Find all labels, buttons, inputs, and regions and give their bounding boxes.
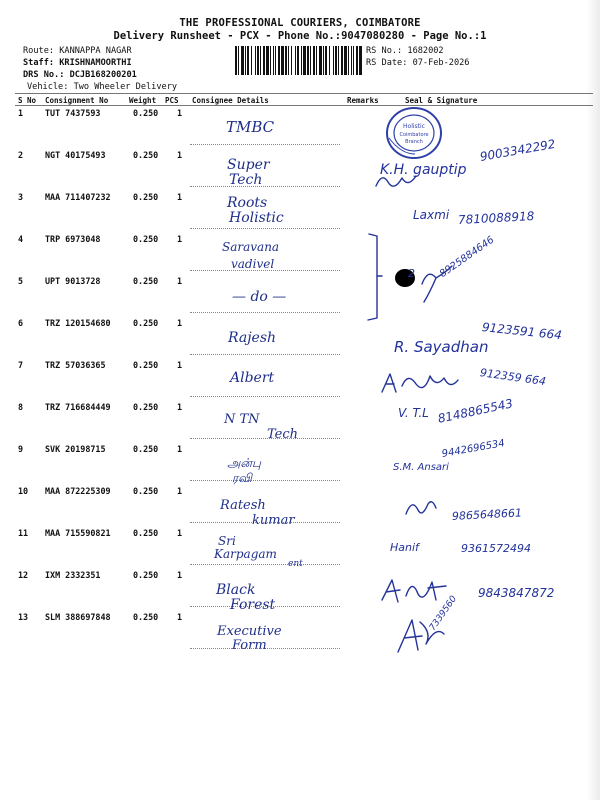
row-6-phone: 9123591 664 — [481, 320, 563, 343]
row-5-pcs: 1 — [177, 276, 183, 286]
row-2-consignee-line: Super — [227, 157, 270, 173]
row-9-pcs: 1 — [177, 444, 183, 454]
table-header-rule — [15, 105, 593, 106]
row-6-pcs: 1 — [177, 318, 183, 328]
row-11-consignee-line: Sri — [218, 534, 236, 548]
row-9-weight: 0.250 — [133, 444, 159, 454]
barcode-bar — [247, 46, 249, 75]
barcode-bar — [301, 46, 302, 75]
row-10-consignee-line: Ratesh — [220, 498, 266, 513]
barcode-bar — [329, 46, 330, 75]
row-10-pcs: 1 — [177, 486, 183, 496]
row-6-weight: 0.250 — [133, 318, 159, 328]
company-seal-stamp — [381, 104, 451, 162]
row-11-weight: 0.250 — [133, 528, 159, 538]
signature-row3: Laxmi — [413, 208, 450, 222]
row-8-consignee-line: N TN — [224, 412, 260, 427]
vehicle-label: Vehicle: Two Wheeler Delivery — [27, 82, 178, 92]
row-5-phone: 8925884646 — [437, 234, 497, 281]
row-10-sno: 10 — [18, 486, 29, 496]
barcode-bar — [323, 46, 324, 75]
row-separator — [190, 564, 340, 565]
row-13-sno: 13 — [18, 612, 29, 622]
row-11-consignee-line: ent — [288, 559, 303, 569]
signature-row13 — [392, 614, 452, 660]
barcode-bar — [270, 46, 271, 75]
signature-rows-4-5-mark: 2 — [408, 267, 415, 280]
signature-row7 — [378, 368, 498, 400]
row-8-pcs: 1 — [177, 402, 183, 412]
row-3-weight: 0.250 — [133, 192, 159, 202]
row-10-phone: 9865648661 — [451, 506, 523, 523]
row-separator — [190, 354, 340, 355]
row-2-weight: 0.250 — [133, 150, 159, 160]
row-4-consignee-line: Saravana — [222, 240, 280, 254]
barcode-bar — [238, 46, 239, 75]
row-12-consignee-line: Black — [216, 582, 256, 598]
barcode-bar — [235, 46, 237, 75]
signature-row10 — [402, 494, 442, 520]
scan-edge-shadow — [586, 0, 600, 800]
col-consignment: Consignment No — [45, 96, 109, 105]
row-separator — [190, 480, 340, 481]
col-consignee: Consignee Details — [192, 96, 269, 105]
row-separator — [190, 438, 340, 439]
row-7-sno: 7 — [18, 360, 24, 370]
row-12-sno: 12 — [18, 570, 29, 580]
barcode-bar — [251, 46, 252, 75]
row-10-consignment: MAA 872225309 — [45, 486, 111, 496]
row-5-weight: 0.250 — [133, 276, 159, 286]
row-5-consignee-line: — do — — [232, 289, 287, 305]
rs-number: RS No.: 1682002 — [366, 46, 444, 56]
signature-row2-scribble — [372, 168, 432, 192]
row-6-sno: 6 — [18, 318, 24, 328]
barcode-bar — [307, 46, 309, 75]
row-1-sno: 1 — [18, 108, 24, 118]
row-10-weight: 0.250 — [133, 486, 159, 496]
row-3-sno: 3 — [18, 192, 24, 202]
row-3-phone: 7810088918 — [457, 209, 535, 227]
row-separator — [190, 228, 340, 229]
row-11-pcs: 1 — [177, 528, 183, 538]
barcode-bar — [316, 46, 317, 75]
row-10-consignee-line: kumar — [252, 513, 295, 528]
signature-row6: R. Sayadhan — [394, 338, 489, 356]
barcode-bar — [257, 46, 259, 75]
row-12-phone: 9843847872 — [478, 586, 555, 600]
col-sno: S No — [18, 96, 37, 105]
row-12-consignee-line: Forest — [230, 597, 276, 613]
runsheet-title: Delivery Runsheet - PCX - Phone No.:9047080280 - Page No.:1 — [113, 30, 487, 42]
row-8-sno: 8 — [18, 402, 24, 412]
row-5-sno: 5 — [18, 276, 24, 286]
barcode-bar — [295, 46, 296, 75]
row-3-consignment: MAA 711407232 — [45, 192, 111, 202]
row-4-pcs: 1 — [177, 234, 183, 244]
row-2-sno: 2 — [18, 150, 24, 160]
row-7-consignment: TRZ 57036365 — [45, 360, 106, 370]
row-9-consignee-line: ரவி — [232, 471, 252, 485]
row-13-phone: 7339560 — [427, 594, 460, 633]
barcode-bar — [285, 46, 287, 75]
col-remarks: Remarks — [347, 96, 379, 105]
barcode-bar — [297, 46, 299, 75]
row-9-consignee-line: அன்பு — [227, 456, 261, 470]
row-separator — [190, 396, 340, 397]
row-8-consignment: TRZ 716684449 — [45, 402, 111, 412]
row-2-consignee-line: Tech — [229, 172, 263, 188]
signature-row8: V. T.L — [398, 406, 429, 420]
row-7-phone: 912359 664 — [479, 366, 547, 389]
barcode-bar — [344, 46, 347, 75]
row-1-pcs: 1 — [177, 108, 183, 118]
barcode-bar — [341, 46, 343, 75]
row-9-consignment: SVK 20198715 — [45, 444, 106, 454]
barcode-bar — [275, 46, 276, 75]
row-11-consignee-line: Karpagam — [214, 547, 277, 561]
row-1-consignment: TUT 7437593 — [45, 108, 101, 118]
row-11-consignment: MAA 715590821 — [45, 528, 111, 538]
row-12-consignment: IXM 2332351 — [45, 570, 101, 580]
table-top-rule — [15, 93, 593, 94]
barcode-bar — [310, 46, 311, 75]
rs-date: RS Date: 07-Feb-2026 — [366, 58, 470, 68]
barcode-bar — [353, 46, 354, 75]
svg-text:Branch: Branch — [405, 139, 423, 145]
barcode-bar — [333, 46, 334, 75]
barcode-bar — [260, 46, 261, 75]
barcode-bar — [319, 46, 322, 75]
row-13-consignee-line: Form — [232, 638, 267, 653]
row-4-sno: 4 — [18, 234, 24, 244]
row-2-consignment: NGT 40175493 — [45, 150, 106, 160]
drs-number: DRS No.: DCJB168200201 — [23, 70, 137, 80]
barcode-bar — [338, 46, 339, 75]
row-1-weight: 0.250 — [133, 108, 159, 118]
row-7-consignee-line: Albert — [230, 370, 275, 386]
barcode-bar — [335, 46, 337, 75]
staff-label: Staff: KRISHNAMOORTHI — [23, 58, 132, 68]
barcode-bar — [281, 46, 284, 75]
row-11-sno: 11 — [18, 528, 29, 538]
signature-row12 — [378, 576, 468, 608]
signature-row11-phone: 9361572494 — [461, 542, 531, 555]
row-5-consignment: UPT 9013728 — [45, 276, 101, 286]
svg-text:Coimbatore: Coimbatore — [399, 132, 429, 138]
row-6-consignment: TRZ 120154680 — [45, 318, 111, 328]
row-13-weight: 0.250 — [133, 612, 159, 622]
barcode-bar — [348, 46, 349, 75]
barcode-bar — [278, 46, 280, 75]
row-12-pcs: 1 — [177, 570, 183, 580]
row-8-consignee-line: Tech — [267, 427, 299, 442]
barcode-bar — [325, 46, 327, 75]
barcode-bar — [313, 46, 315, 75]
row-separator — [190, 312, 340, 313]
barcode-bar — [241, 46, 244, 75]
row-8-phone: 8148865543 — [436, 396, 515, 426]
barcode-bar — [255, 46, 256, 75]
barcode-bar — [291, 46, 292, 75]
row-13-consignee-line: Executive — [217, 624, 282, 639]
row-8-weight: 0.250 — [133, 402, 159, 412]
company-title: THE PROFESSIONAL COURIERS, COIMBATORE — [179, 17, 421, 29]
row-4-consignment: TRP 6973048 — [45, 234, 101, 244]
barcode-bar — [266, 46, 269, 75]
row-4-consignee-line: vadivel — [231, 257, 275, 271]
row-1-consignee-line: TMBC — [226, 118, 275, 136]
row-3-consignee-line: Holistic — [229, 210, 284, 226]
barcode-bar — [263, 46, 265, 75]
barcode-bar — [351, 46, 352, 75]
barcode-bar — [288, 46, 289, 75]
svg-text:Holistic: Holistic — [403, 123, 425, 130]
col-seal-signature: Seal & Signature — [405, 96, 478, 105]
barcode-bar — [245, 46, 246, 75]
col-pcs: PCS — [165, 96, 179, 105]
row-13-pcs: 1 — [177, 612, 183, 622]
barcode — [235, 46, 362, 75]
row-6-consignee-line: Rajesh — [228, 330, 277, 346]
row-3-pcs: 1 — [177, 192, 183, 202]
signature-row9: S.M. Ansari — [393, 462, 449, 473]
signature-rows-4-5 — [392, 262, 464, 310]
row-7-weight: 0.250 — [133, 360, 159, 370]
row-2-pcs: 1 — [177, 150, 183, 160]
row-12-weight: 0.250 — [133, 570, 159, 580]
barcode-bar — [356, 46, 358, 75]
signature-row2: K.H. gauptip — [380, 162, 467, 178]
signature-row11: Hanif — [390, 541, 419, 554]
barcode-bar — [273, 46, 274, 75]
route-label: Route: KANNAPPA NAGAR — [23, 46, 132, 56]
row-7-pcs: 1 — [177, 360, 183, 370]
row-separator — [190, 144, 340, 145]
row-4-weight: 0.250 — [133, 234, 159, 244]
row-3-consignee-line: Roots — [227, 195, 268, 211]
barcode-bar — [359, 46, 362, 75]
barcode-bar — [303, 46, 306, 75]
row-13-consignment: SLM 388697848 — [45, 612, 111, 622]
row-9-phone: 9442696534 — [441, 438, 506, 460]
row-separator — [190, 186, 340, 187]
col-weight: Weight — [129, 96, 157, 105]
rows-4-5-bracket — [355, 232, 385, 322]
row-9-sno: 9 — [18, 444, 24, 454]
row-2-phone: 9003342292 — [478, 136, 557, 164]
